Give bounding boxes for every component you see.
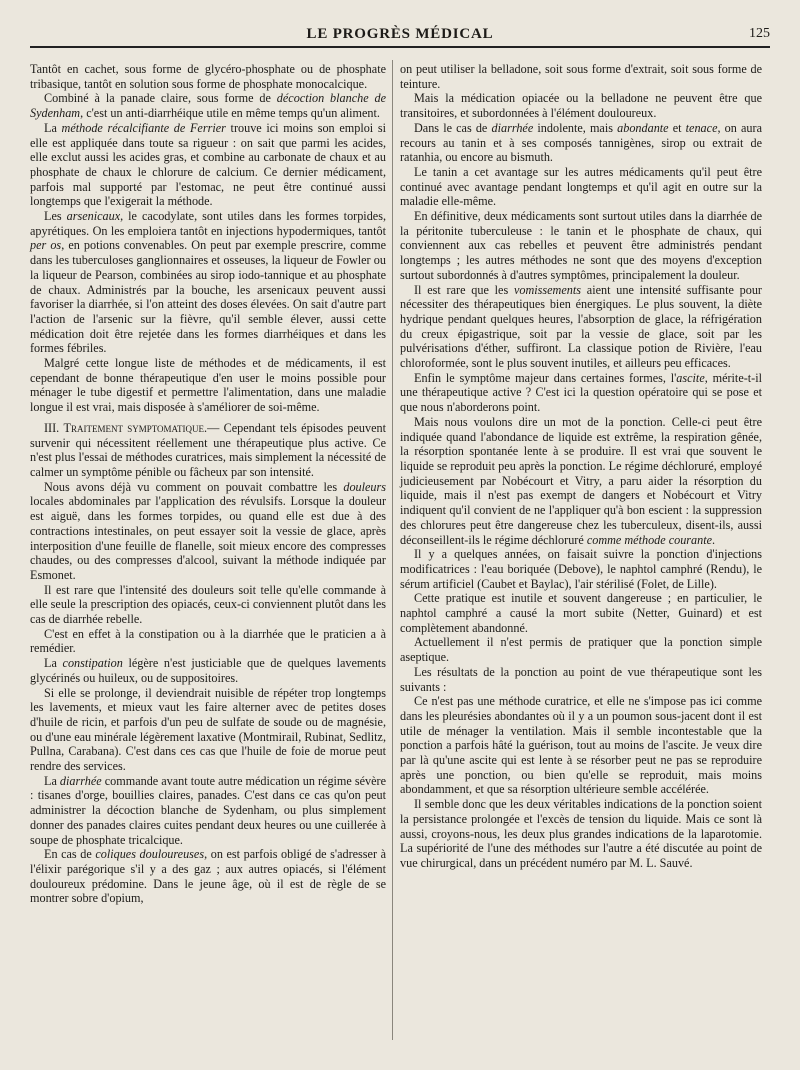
section-heading: Traitement symptomatique. [63, 420, 208, 435]
paragraph: Actuellement il n'est permis de pratiquer que la ponction simple aseptique. [400, 635, 762, 665]
paragraph: Ce n'est pas une méthode curatrice, et elle ne s'impose pas ici comme dans les pleurésies abondantes où il y a un poumon sous-jacent dont il est utile de ménager la ventilation. Mais il semble incontestable que la ponction a parfois hâté la guérison, tout au moins de l'ascite. Je veux dire par là qu'une ascite qui est lente à se résorber peut ne pas se reproduire après une ponction, ou bien qu'elle se reproduit, mais moins abondamment, et que sa résorption ultérieure semble accélérée. [400, 694, 762, 797]
page-number: 125 [749, 26, 770, 41]
paragraph: Les résultats de la ponction au point de vue thérapeutique sont les suivants : [400, 664, 762, 694]
paragraph: La méthode récalcifiante de Ferrier trouve ici moins son emploi si elle est appliquée dans toute sa rigueur : on sait que parmi les acides, elle exclut aussi les acides gras, et combine au carbonate de chaux et au phosphate de chaux le chlorure de calcium. Ce dernier médicament, parfois mal supporté par l'estomac, ne peut être continué aussi longtemps que l'exigerait la méthode. [30, 120, 387, 209]
paragraph: Nous avons déjà vu comment on pouvait combattre les douleurs locales abdominales par l'application des révulsifs. Lorsque la douleur est aiguë, dans les formes torpides, ou quand elle est due à des contractions intestinales, on peut essayer soit la vessie de glace, après interposition d'une feuille de flanelle, soit mieux encore des compresses chaudes, ou des compresses d'alcool, suivant la méthode indiquée par Esmonet. [30, 479, 386, 582]
paragraph: Dans le cas de diarrhée indolente, mais abondante et tenace, on aura recours au tanin et à ses composés tannigènes, sirop ou extrait de ratanhia, ou encore au bismuth. [400, 120, 762, 165]
paragraph: En cas de coliques douloureuses, on est parfois obligé de s'adresser à l'élixir parégorique s'il y a des gaz ; aux autres opiacés, si l'élément douloureux prédomine. Dans le jeune âge, où il est de règle de se montrer sobre d'opium, [30, 847, 386, 906]
paragraph: on peut utiliser la belladone, soit sous forme d'extrait, soit sous forme de teinture. [400, 62, 762, 91]
paragraph: Il est rare que l'intensité des douleurs soit telle qu'elle commande à elle seule la prescription des opiacés, ceux-ci conviennent plutôt dans les cas de diarrhée rebelle. [30, 582, 386, 627]
paragraph: Cette pratique est inutile et souvent dangereuse ; en particulier, le naphtol camphré a causé la mort subite (Netter, Guinard) et est complètement abandonné. [400, 591, 762, 635]
paragraph: Tantôt en cachet, sous forme de glycéro-phosphate ou de phosphate tribasique, tantôt en solution sous forme de phosphate monocalcique. [30, 62, 386, 91]
paragraph: Combiné à la panade claire, sous forme de décoction blanche de Sydenham, c'est un anti-diarrhéique utile en même temps qu'un aliment. [30, 91, 386, 121]
paragraph: Il semble donc que les deux véritables indications de la ponction soient la persistance prolongée et l'excès de tension du liquide. Mais ce sont là aussi, croyons-nous, les deux plus grandes indications de la laparotomie. La supériorité de l'une des méthodes sur l'autre a été discutée au point de vue chirurgical, dans un précédent numéro par M. L. Sauvé. [400, 797, 762, 870]
paragraph: Il est rare que les vomissements aient une intensité suffisante pour nécessiter des thérapeutiques bien énergiques. Le plus souvent, la diète hydrique pendant quelques heures, l'absorption de glace, la réfrigération du creux épigastrique, soit par la vessie de glace, soit par les pulvérisations d'éther, suffiront. La classique potion de Rivière, l'eau chloroformée, sont le plus souvent inutiles, et ailleurs peu efficaces. [400, 282, 762, 371]
paragraph: Mais la médication opiacée ou la belladone ne peuvent être que transitoires, et subordonnées à l'élément douloureux. [400, 91, 762, 121]
paragraph: Si elle se prolonge, il deviendrait nuisible de répéter trop longtemps les lavements, et mieux vaut les faire alterner avec de petites doses d'huile de ricin, et parfois d'un peu de sulfate de soude ou de magnésie, ou d'une eau minérale légèrement laxative (Montmirail, Rubinat, Sedlitz, Pullna, Carabana). C'est dans ces cas que l'huile de foie de morue peut rendre des services. [30, 685, 386, 774]
paragraph: Enfin le symptôme majeur dans certaines formes, l'ascite, mérite-t-il une thérapeutique active ? C'est ici la question opératoire qui se pose et que nous n'aborderons point. [400, 370, 762, 415]
paragraph: C'est en effet à la constipation ou à la diarrhée que le praticien a à remédier. [30, 626, 386, 656]
paragraph: Le tanin a cet avantage sur les autres médicaments qu'il peut être continué avec avantage pendant longtemps et qu'il agit en outre sur la maladie elle-même. [400, 164, 762, 209]
left-column [30, 62, 386, 906]
paragraph: En définitive, deux médicaments sont surtout utiles dans la diarrhée de la péritonite tuberculeuse : le tanin et le phosphate de chaux, qui conviennent aux cas rebelles et peuvent être administrés pendant longtemps ; les autres méthodes ne sont que des moyens d'exception surtout subordonnés à d'autres symptômes, principalement la douleur. [400, 209, 762, 282]
paragraph: Mais nous voulons dire un mot de la ponction. Celle-ci peut être indiquée quand l'abondance de liquide est extrême, la respiration gênée, la résorption spontanée lente à se produire. Il est vrai que souvent le liquide se reproduit peu après la ponction. Le régime déchloruré, employé judicieusement par Nobécourt et Vitry, a paru aider la résorption du liquide, mais il n'est pas exempt de dangers et Nobécourt et Vitry indiquent qu'il convient de ne l'appliquer qu'à bon escient : la suppression des chlorures peut être dangereuse chez les tuberculeux, disent-ils, aussi déconseillent-ils le régime déchloruré comme méthode courante. [400, 414, 762, 547]
paragraph: La constipation légère n'est justiciable que de quelques lavements glycérinés ou huileux, ou de suppositoires. [30, 656, 386, 685]
paragraph: Malgré cette longue liste de méthodes et de médicaments, il est cependant de bonne thérapeutique d'en user le moins possible pour ménager le tube digestif et permettre l'alimentation, dans une maladie longue il est vrai, mais disposée à s'améliorer de soi-même. [30, 356, 386, 415]
header-rule [30, 46, 770, 48]
journal-title: LE PROGRÈS MÉDICAL [306, 26, 494, 42]
page-header [30, 22, 770, 46]
paragraph: Il y a quelques années, on faisait suivre la ponction d'injections modificatrices : l'eau boriquée (Debove), le naphtol camphré (Rendu), le sérum artificiel (Caubet et Baylac), l'air stérilisé (Folet, de Lille). [400, 547, 762, 591]
paragraph: Les arsenicaux, le cacodylate, sont utiles dans les formes torpides, apyrétiques. On les emploiera tantôt en injections hypodermiques, tantôt per os, en potions convenables. On peut par exemple prescrire, comme dans les tuberculoses ganglionnaires et osseuses, la liqueur de Fowler ou la liqueur de Pearson, combinées au sirop iodo-tannique et au phosphate de chaux. Administrés par la bouche, les arsenicaux peuvent aussi favoriser la diarrhée, si l'on atteint des doses élevées. On sait d'autre part l'action de l'arsenic sur la fièvre, qu'il semble élever, aussi cette médication doit être rejetée dans les formes diarrhéiques et dans les formes fébriles. [30, 209, 386, 356]
section-heading-paragraph: III. Traitement symptomatique.— Cependant tels épisodes peuvent survenir qui nécessitent réellement une thérapeutique plus active. Ce n'est plus l'essai de méthodes curatrices, mais simplement la nécessité de calmer un symptôme pénible ou fâcheux par son intensité. [30, 420, 386, 479]
column-divider [392, 60, 393, 1040]
right-column [400, 62, 762, 871]
paragraph: La diarrhée commande avant toute autre médication un régime sévère : tisanes d'orge, bouillies claires, panades. C'est dans ce cas qu'on peut administrer la décoction blanche de Sydenham, ou plus simplement donner des panades claires cuites pendant deux heures ou une cuillerée à soupe de phosphate tricalcique. [30, 773, 387, 847]
